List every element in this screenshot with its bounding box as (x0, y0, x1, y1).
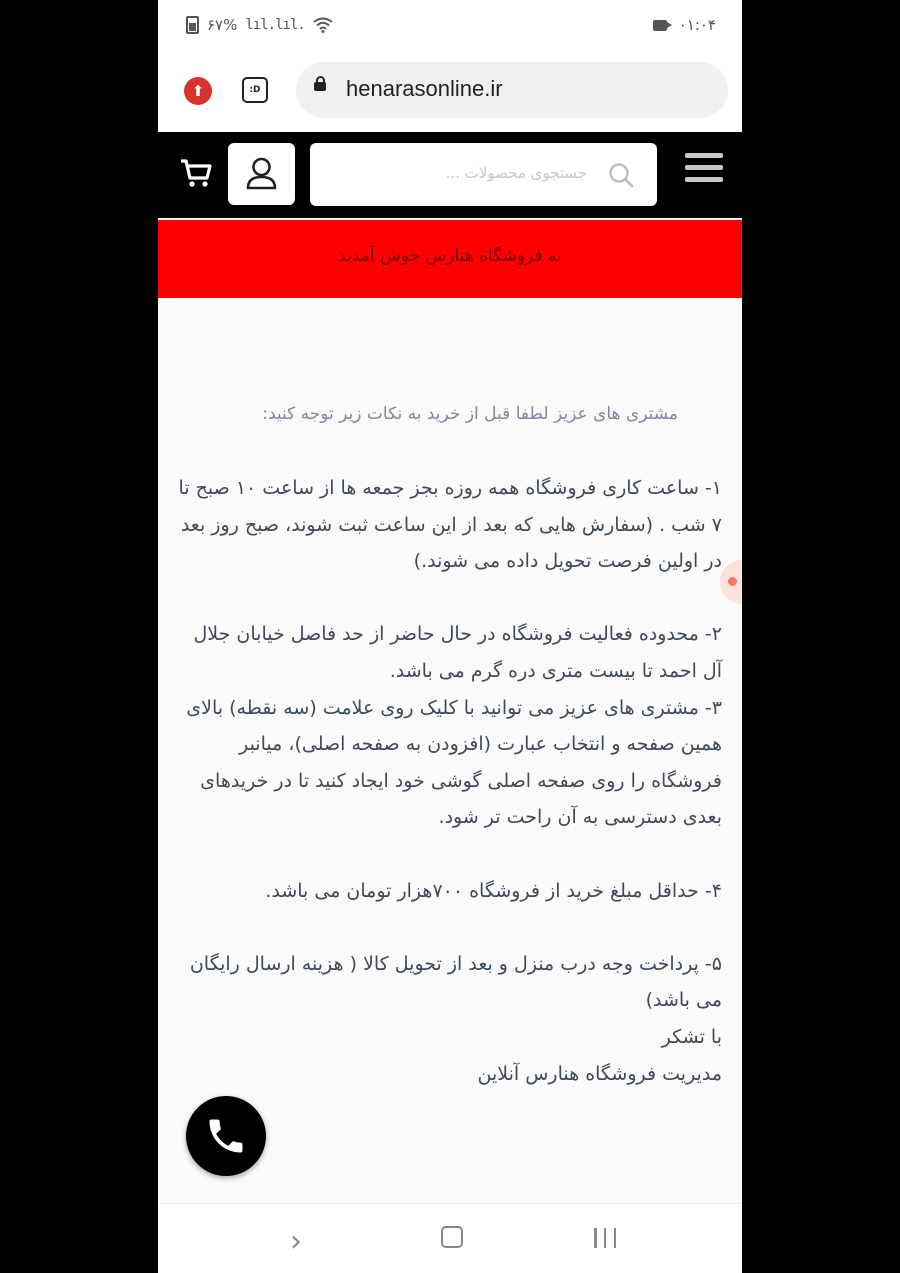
url-text[interactable]: henarasonline.ir (346, 76, 503, 101)
phone-screen (158, 0, 742, 1273)
user-icon (228, 143, 295, 205)
clock: ۰۱:۰۴ (678, 16, 716, 34)
tab-switcher-icon[interactable]: :D (242, 77, 268, 103)
browser-toolbar (158, 52, 742, 132)
system-nav-bar (158, 1203, 742, 1273)
note-add-shortcut: ۳- مشتری های عزیز می توانید با کلیک روی علامت (سه نقطه) بالای همین صفحه و انتخاب عبارت (افزودن به صفحه اصلی)، میانبر فروشگاه را روی صفحه اصلی گوشی خود ایجاد کنید تا در خریدهای بعدی دسترسی به آن راحت تر شود. (186, 696, 722, 829)
battery-level: ۶۷% (207, 16, 238, 34)
note-payment: ۵- پرداخت وجه درب منزل و بعد از تحویل کالا ( هزینه ارسال رایگان می باشد) (189, 952, 722, 1012)
intro-text: مشتری های عزیز لطفا قبل از خرید به نکات زیر توجه کنید: (262, 404, 678, 424)
screen-record-icon (653, 20, 667, 31)
menu-icon[interactable] (685, 153, 723, 187)
status-bar (158, 0, 742, 52)
notes-list (172, 470, 722, 1092)
battery-icon (186, 16, 199, 34)
lock-icon (314, 82, 326, 91)
record-icon[interactable]: ⬆ (184, 77, 212, 105)
signature-text: مدیریت فروشگاه هنارس آنلاین (477, 1062, 722, 1085)
banner-text: به فروشگاه هنارس خوش آمدید (338, 246, 562, 266)
note-minimum-order: ۴- حداقل مبلغ خرید از فروشگاه ۷۰۰هزار تومان می باشد. (265, 879, 722, 902)
welcome-banner (158, 220, 742, 298)
site-header (158, 132, 742, 218)
search-placeholder: جستجوی محصولات ... (445, 164, 587, 182)
call-button[interactable] (186, 1096, 266, 1176)
wifi-icon (313, 17, 333, 33)
account-button[interactable] (228, 143, 295, 205)
nav-back-icon[interactable]: › (290, 1224, 302, 1259)
nav-recents-icon[interactable] (594, 1228, 616, 1248)
note-service-area: ۲- محدوده فعالیت فروشگاه در حال حاضر از حد فاصل خیابان جلال آل احمد تا بیست متری دره گرم می باشد. (193, 623, 722, 682)
nav-home-icon[interactable] (441, 1226, 463, 1248)
note-working-hours: ۱- ساعت کاری فروشگاه همه روزه بجز جمعه ها از ساعت ۱۰ صبح تا ۷ شب . (سفارش هایی که بعد از این ساعت ثبت شوند، صبح روز بعد در اولین فرصت تحویل داده می شوند.) (178, 477, 722, 573)
address-bar[interactable] (296, 62, 728, 118)
thanks-text: با تشکر (661, 1025, 722, 1048)
cart-icon[interactable] (178, 154, 214, 190)
search-input[interactable] (310, 143, 657, 206)
phone-icon (204, 1114, 248, 1158)
signal-icon: lıl.lıl. (245, 17, 305, 33)
scroll-indicator[interactable] (720, 560, 742, 604)
main-content (158, 298, 742, 1203)
search-icon[interactable] (607, 161, 635, 189)
